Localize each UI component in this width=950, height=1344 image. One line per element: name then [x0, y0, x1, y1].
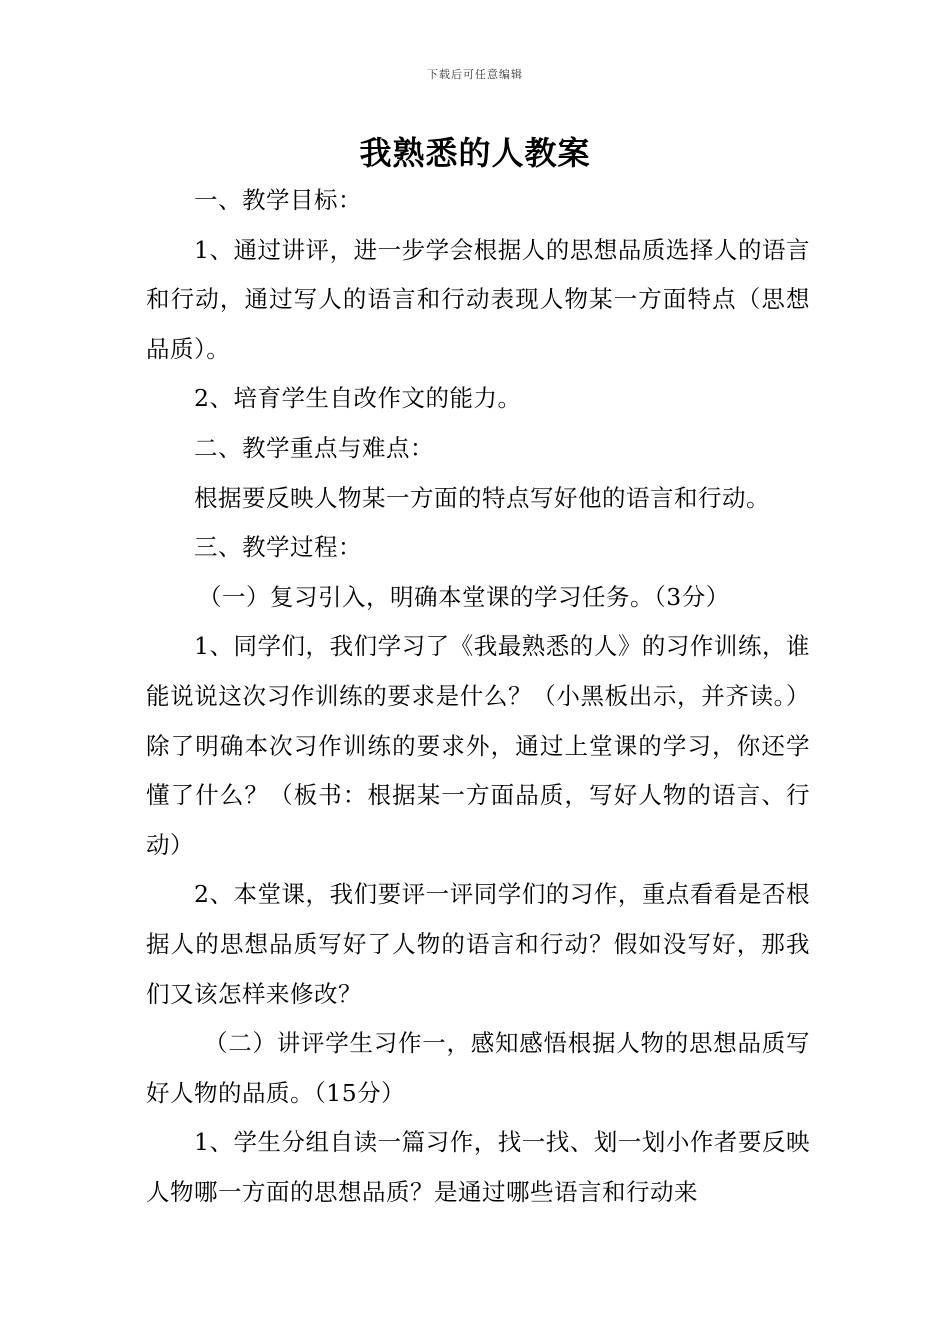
document-title: 我熟悉的人教案	[359, 134, 591, 172]
paragraph-objectives-heading: 一、教学目标：	[194, 186, 362, 214]
paragraph-section-one-item-2: 2、本堂课，我们要评一评同学们的习作，重点看看是否根据人的思想品质写好了人物的语言和行动？假如没写好，那我们又该怎样来修改？	[146, 880, 810, 1008]
paragraph-key-points: 根据要反映人物某一方面的特点写好他的语言和行动。	[194, 483, 770, 512]
paragraph-section-two-item-1: 1、学生分组自读一篇习作，找一找、划一划小作者要反映人物哪一方面的思想品质？是通过哪些语言和行动来	[146, 1128, 810, 1206]
paragraph-key-points-heading: 二、教学重点与难点：	[194, 433, 434, 462]
paragraph-process-heading: 三、教学过程：	[194, 533, 362, 562]
paragraph-objective-1: 1、通过讲评，进一步学会根据人的思想品质选择人的语言和行动，通过写人的语言和行动表现人物某一方面特点（思想品质）。	[146, 235, 810, 363]
paragraph-section-two-heading: （二）讲评学生习作一，感知感悟根据人物的思想品质写好人物的品质。（15分）	[146, 1029, 810, 1107]
paragraph-section-one-heading: （一）复习引入，明确本堂课的学习任务。（3分）	[198, 582, 730, 611]
paragraph-objective-2: 2、培育学生自改作文的能力。	[194, 384, 522, 413]
document-body	[146, 176, 810, 1217]
paragraph-section-one-item-1: 1、同学们，我们学习了《我最熟悉的人》的习作训练，谁能说说这次习作训练的要求是什么？（小黑板出示，并齐读。）除了明确本次习作训练的要求外，通过上堂课的学习，你还学懂了什么？（板书：根据某一方面品质，写好人物的语言、行动）	[146, 632, 810, 859]
header-note: 下载后可任意编辑	[427, 68, 523, 81]
